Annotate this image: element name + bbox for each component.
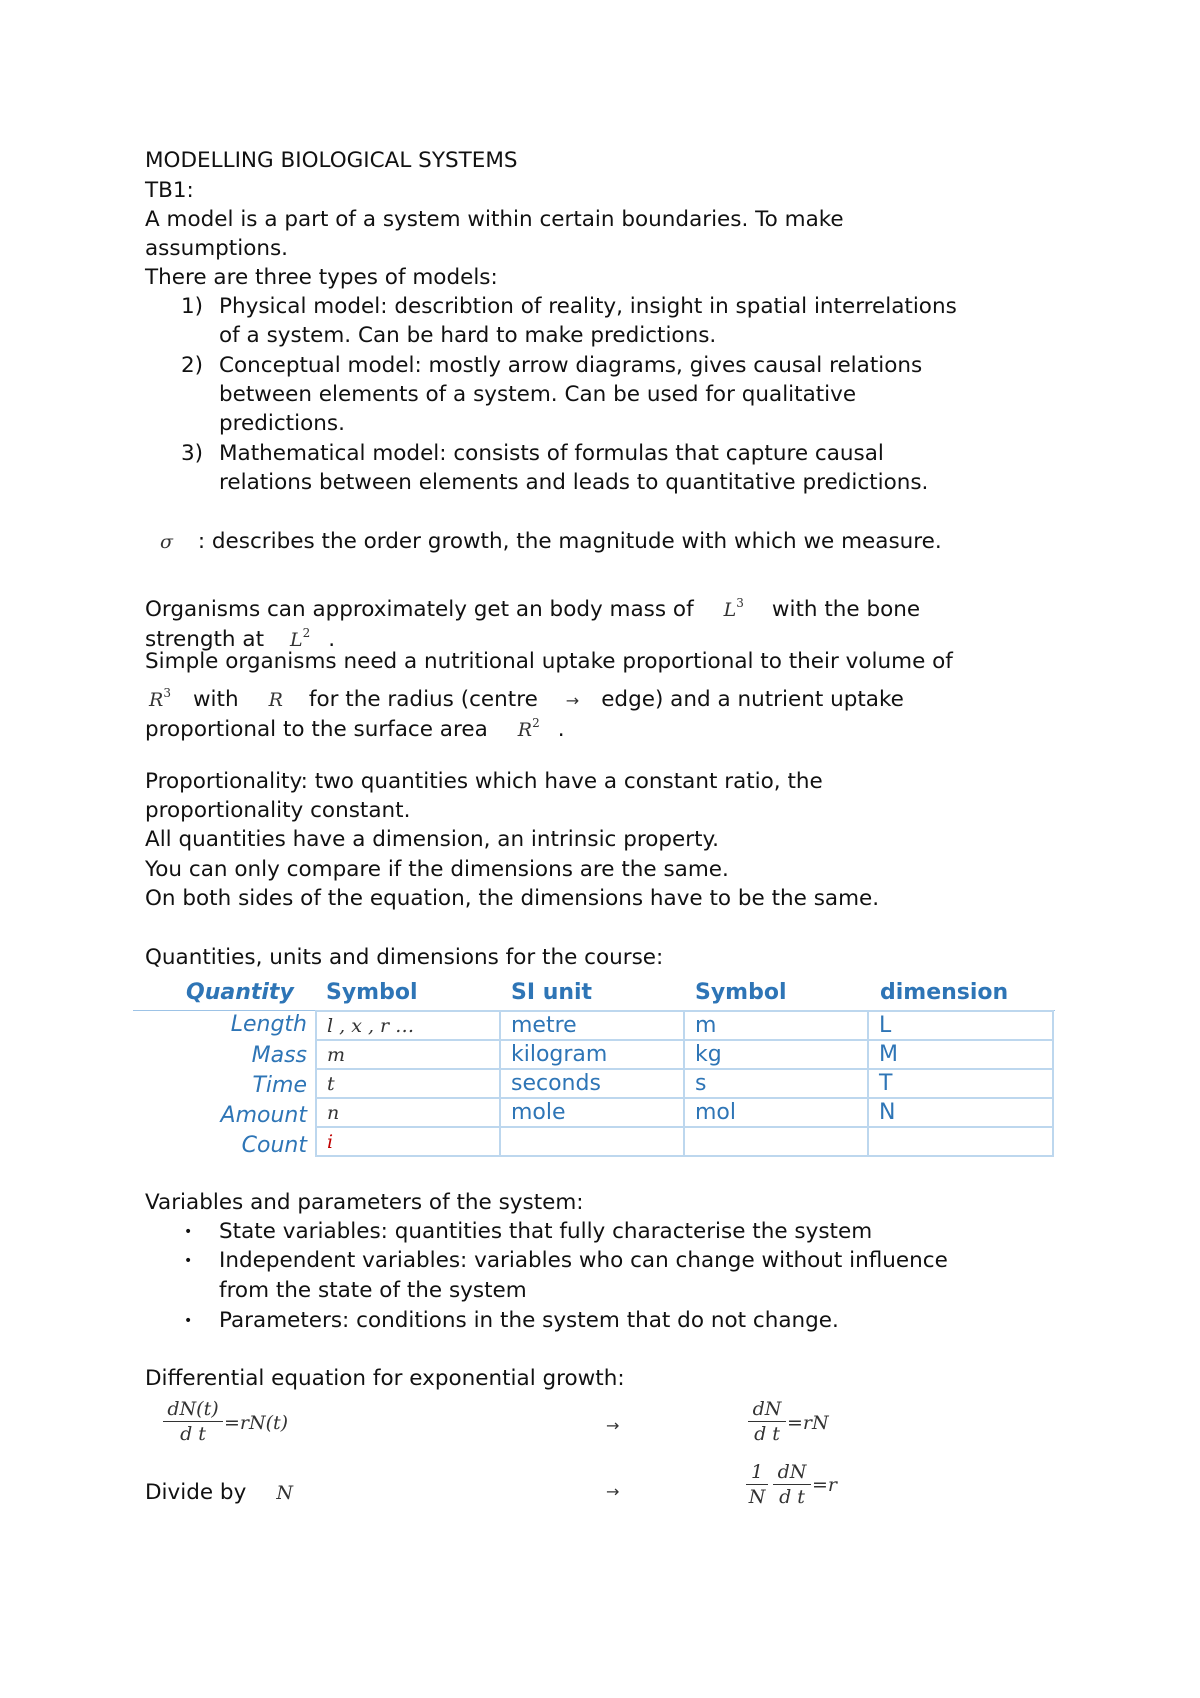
cell-text: T — [879, 1071, 893, 1096]
list-number: 2) — [181, 353, 204, 378]
bullet-icon: • — [184, 1224, 193, 1240]
cell-text: seconds — [511, 1071, 601, 1096]
text-run: with the bone — [771, 597, 921, 622]
paragraph-line: There are three types of models: — [145, 265, 498, 290]
fraction — [748, 1397, 786, 1446]
table-cell — [683, 1097, 869, 1128]
list-item-text: Independent variables: variables who can change without influence — [219, 1248, 948, 1273]
list-item-text: between elements of a system. Can be used for qualitative — [219, 382, 857, 407]
cell-text: l , x , r … — [327, 1015, 415, 1037]
table-cell — [683, 1010, 869, 1041]
paragraph-line — [145, 708, 565, 745]
text-run: edge) and a nutrient uptake — [601, 687, 904, 712]
table-cell — [683, 1068, 869, 1099]
list-item-text: predictions. — [219, 411, 345, 436]
equation-rhs: =r — [812, 1474, 838, 1496]
table-cell — [867, 1039, 1054, 1070]
fraction-denominator: d t — [779, 1486, 805, 1508]
sigma-text: : describes the order growth, the magnitude with which we measure. — [197, 529, 942, 554]
equation-rhs: =rN — [787, 1412, 829, 1434]
cell-text: mol — [695, 1100, 737, 1125]
cell-text: N — [879, 1100, 896, 1125]
table-header: Symbol — [326, 980, 418, 1005]
list-item-text: Parameters: conditions in the system that do not change. — [219, 1308, 839, 1333]
text-run: . — [557, 717, 565, 742]
cell-text: i — [327, 1131, 334, 1153]
math-symbol: L — [723, 599, 737, 621]
math-exponent: 3 — [163, 686, 171, 700]
paragraph-line: All quantities have a dimension, an intrinsic property. — [145, 827, 720, 852]
list-item-text: of a system. Can be hard to make predictions. — [219, 323, 717, 348]
bullet-icon: • — [184, 1253, 193, 1269]
paragraph-line: Proportionality: two quantities which have a constant ratio, the — [145, 769, 823, 794]
table-cell — [315, 1126, 501, 1157]
table-cell — [683, 1126, 869, 1157]
fraction-denominator: d t — [180, 1423, 206, 1445]
math-symbol: L — [290, 629, 303, 651]
table-cell — [867, 1010, 1054, 1041]
cell-text: kg — [695, 1042, 722, 1067]
math-exponent: 2 — [302, 626, 311, 640]
list-item-text: Conceptual model: mostly arrow diagrams, gives causal relations — [219, 353, 923, 378]
text-run: with — [192, 687, 239, 712]
arrow-right-icon: → — [606, 1482, 620, 1501]
text-run: Divide by — [145, 1480, 247, 1505]
cell-text: m — [327, 1044, 346, 1066]
fraction-denominator: d t — [754, 1423, 780, 1445]
cell-text: s — [695, 1071, 707, 1096]
table-cell — [499, 1010, 685, 1041]
cell-text: t — [327, 1073, 335, 1095]
table-cell — [499, 1097, 685, 1128]
sigma-symbol: σ — [160, 531, 173, 553]
paragraph-line: You can only compare if the dimensions are the same. — [145, 857, 729, 882]
table-cell — [499, 1068, 685, 1099]
list-number: 1) — [181, 294, 204, 319]
cell-text: mole — [511, 1100, 566, 1125]
math-exponent: 2 — [532, 716, 540, 730]
math-symbol: R — [268, 689, 283, 711]
table-cell — [315, 1068, 501, 1099]
fraction — [163, 1397, 223, 1446]
table-row-label: Length — [230, 1012, 307, 1037]
table-header: dimension — [880, 980, 1009, 1005]
paragraph-line: Variables and parameters of the system: — [145, 1190, 584, 1215]
table-row-label: Amount — [220, 1103, 307, 1128]
table-row-label: Count — [241, 1133, 307, 1158]
paragraph-line: Quantities, units and dimensions for the course: — [145, 945, 664, 970]
fraction-numerator: dN(t) — [167, 1398, 219, 1420]
cell-text: metre — [511, 1013, 577, 1038]
cell-text: m — [695, 1013, 717, 1038]
list-item-text: Physical model: describtion of reality, insight in spatial interrelations — [219, 294, 957, 319]
paragraph-line: On both sides of the equation, the dimensions have to be the same. — [145, 886, 880, 911]
list-item-text: from the state of the system — [219, 1278, 527, 1303]
cell-text: kilogram — [511, 1042, 608, 1067]
fraction-numerator: 1 — [750, 1461, 764, 1483]
table-row-label: Time — [252, 1073, 307, 1098]
math-symbol: N — [276, 1482, 293, 1504]
table-cell — [867, 1097, 1054, 1128]
paragraph-line: Differential equation for exponential growth: — [145, 1366, 625, 1391]
table-cell — [499, 1039, 685, 1070]
paragraph-line: Simple organisms need a nutritional uptake proportional to their volume of — [145, 649, 953, 674]
table-cell — [315, 1097, 501, 1128]
sigma-definition — [160, 527, 942, 557]
fraction-denominator: N — [748, 1486, 766, 1508]
table-cell — [315, 1039, 501, 1070]
arrow-right-icon: → — [565, 691, 580, 710]
paragraph-line: proportionality constant. — [145, 798, 411, 823]
table-cell — [867, 1126, 1054, 1157]
table-cell — [867, 1068, 1054, 1099]
fraction — [773, 1460, 811, 1509]
table-cell — [499, 1126, 685, 1157]
list-number: 3) — [181, 441, 204, 466]
paragraph-line — [145, 1478, 293, 1508]
math-symbol: R — [149, 689, 164, 711]
cell-text: M — [879, 1042, 898, 1067]
table-cell — [683, 1039, 869, 1070]
cell-text: L — [879, 1013, 892, 1038]
math-symbol: R — [517, 719, 533, 741]
paragraph-line: A model is a part of a system within certain boundaries. To make — [145, 207, 844, 232]
text-run: Organisms can approximately get an body mass of — [145, 597, 694, 622]
table-row-label: Mass — [251, 1043, 307, 1068]
equation-rhs: =rN(t) — [224, 1412, 289, 1434]
fraction-numerator: dN — [777, 1461, 807, 1483]
table-cell — [315, 1010, 501, 1041]
list-item-text: Mathematical model: consists of formulas that capture causal — [219, 441, 884, 466]
table-header: Quantity — [186, 980, 294, 1005]
text-run: . — [328, 627, 336, 652]
table-header: Symbol — [695, 980, 787, 1005]
fraction — [746, 1460, 768, 1509]
section-label: TB1: — [145, 178, 194, 203]
document-title: MODELLING BIOLOGICAL SYSTEMS — [145, 148, 518, 173]
fraction-numerator: dN — [752, 1398, 782, 1420]
list-item-text: State variables: quantities that fully characterise the system — [219, 1219, 873, 1244]
text-run: strength at — [145, 627, 264, 652]
paragraph-line: assumptions. — [145, 236, 289, 261]
arrow-right-icon: → — [606, 1416, 620, 1435]
cell-text: n — [327, 1102, 340, 1124]
table-header: SI unit — [511, 980, 593, 1005]
bullet-icon: • — [184, 1313, 193, 1329]
text-run: for the radius (centre — [308, 687, 538, 712]
list-item-text: relations between elements and leads to quantitative predictions. — [219, 470, 929, 495]
math-exponent: 3 — [736, 596, 744, 610]
text-run: proportional to the surface area — [145, 717, 488, 742]
